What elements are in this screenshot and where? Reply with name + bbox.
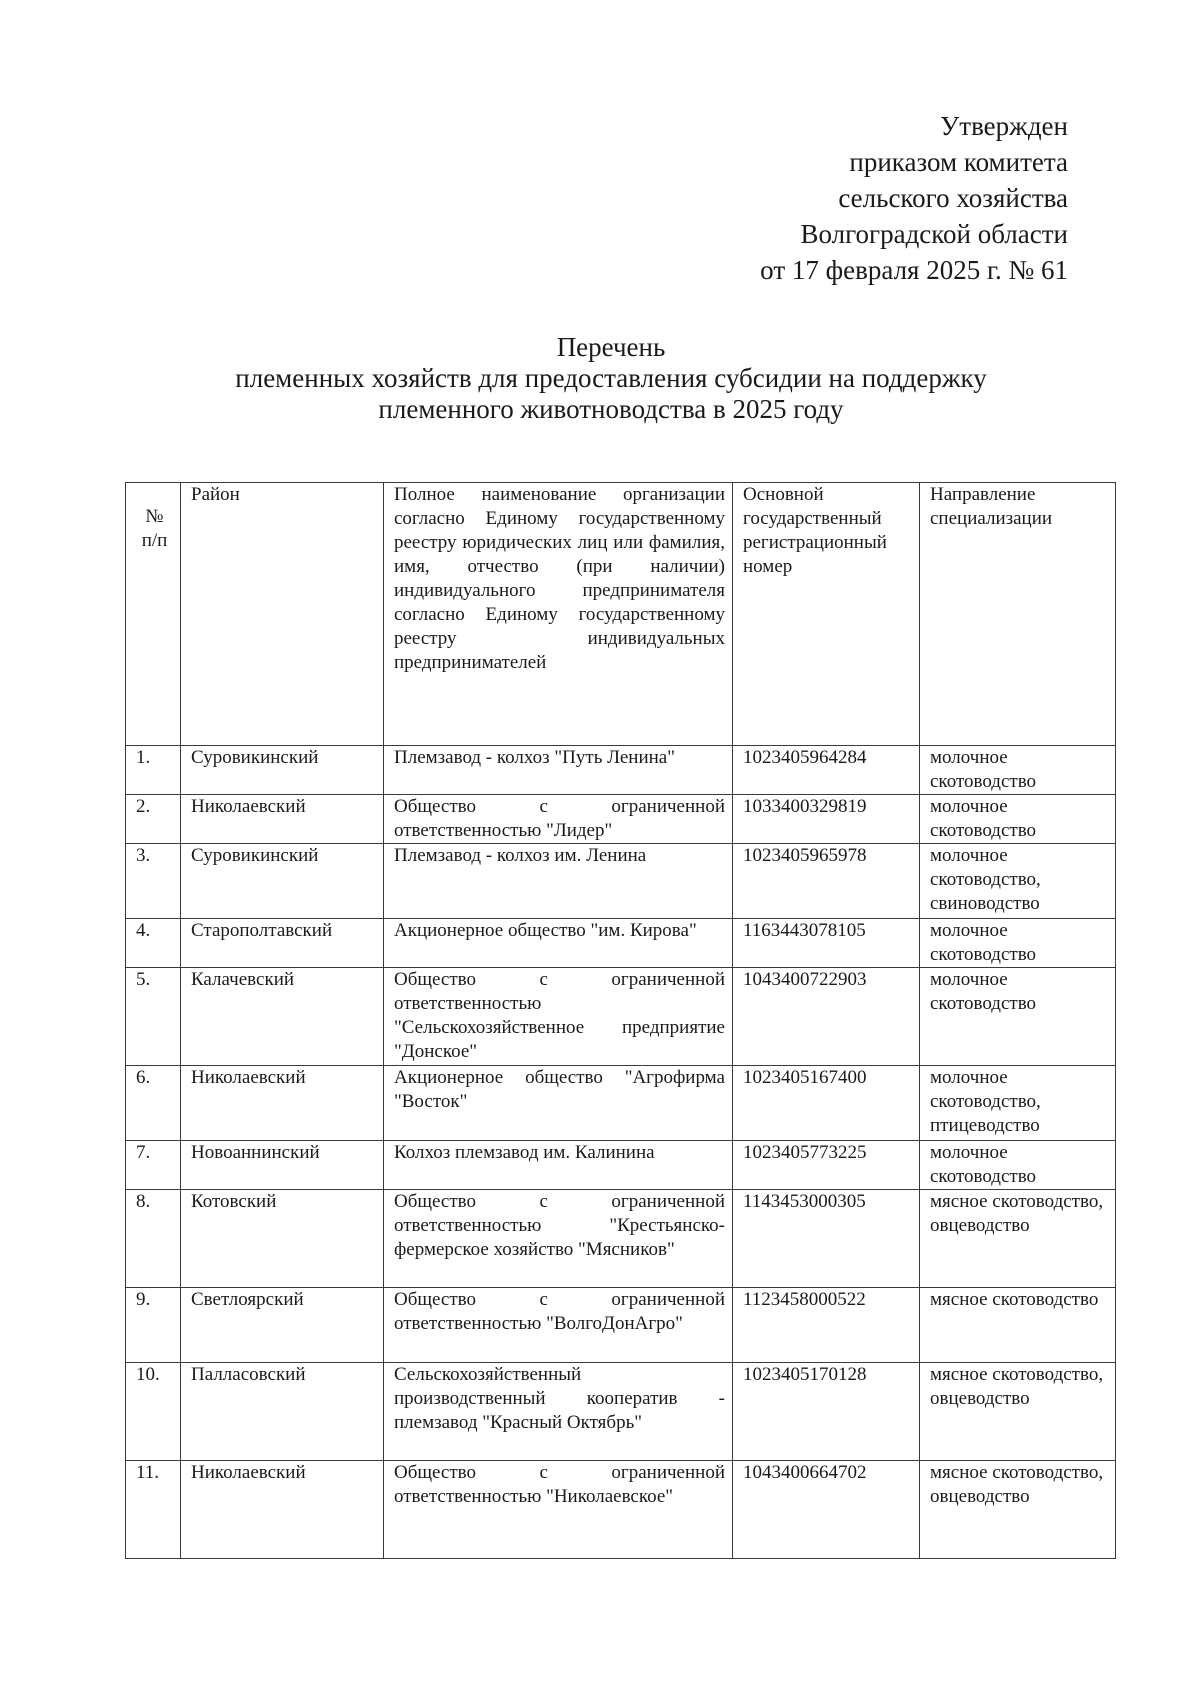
row-num: 10. [126, 1363, 181, 1461]
row-spec: молочное скотоводство [920, 919, 1116, 968]
approval-line: Утвержден [940, 111, 1068, 141]
approval-stamp [760, 108, 1068, 288]
row-name: Акционерное общество "Агрофирма "Восток" [384, 1066, 733, 1141]
title-line: Перечень [556, 332, 666, 362]
title-line: племенного животноводства в 2025 году [378, 394, 844, 424]
row-spec: молочное скотоводство [920, 968, 1116, 1066]
row-num: 4. [126, 919, 181, 968]
row-reg: 1123458000522 [733, 1288, 920, 1363]
row-name: Племзавод - колхоз "Путь Ленина" [384, 746, 733, 795]
table-row [126, 1363, 1116, 1461]
header-num: № п/п [126, 483, 181, 746]
row-spec: молочное скотоводство [920, 1141, 1116, 1190]
row-num: 3. [126, 844, 181, 919]
row-reg: 1143453000305 [733, 1190, 920, 1288]
table-row [126, 1190, 1116, 1288]
row-district: Николаевский [181, 1461, 384, 1559]
row-name: Общество с ограниченной ответственностью "ВолгоДонАгро" [384, 1288, 733, 1363]
row-reg: 1023405773225 [733, 1141, 920, 1190]
table-row [126, 844, 1116, 919]
row-name: Сельскохозяйственный производственный кооператив - племзавод "Красный Октябрь" [384, 1363, 733, 1461]
row-name: Общество с ограниченной ответственностью "Лидер" [384, 795, 733, 844]
row-spec: молочное скотоводство [920, 795, 1116, 844]
approval-line: приказом комитета [849, 147, 1068, 177]
header-district: Район [181, 483, 384, 746]
row-district: Николаевский [181, 795, 384, 844]
row-name: Акционерное общество "им. Кирова" [384, 919, 733, 968]
row-district: Калачевский [181, 968, 384, 1066]
header-spec: Направление специализации [920, 483, 1116, 746]
document-title [0, 332, 1200, 425]
row-num: 1. [126, 746, 181, 795]
table-row [126, 795, 1116, 844]
row-reg: 1043400722903 [733, 968, 920, 1066]
approval-line: сельского хозяйства [838, 183, 1068, 213]
row-reg: 1023405965978 [733, 844, 920, 919]
table-row [126, 919, 1116, 968]
row-district: Котовский [181, 1190, 384, 1288]
row-district: Светлоярский [181, 1288, 384, 1363]
row-reg: 1023405964284 [733, 746, 920, 795]
row-reg: 1023405167400 [733, 1066, 920, 1141]
header-reg: Основной государственный регистрационный номер [733, 483, 920, 746]
row-num: 9. [126, 1288, 181, 1363]
row-reg: 1023405170128 [733, 1363, 920, 1461]
row-spec: молочное скотоводство, птицеводство [920, 1066, 1116, 1141]
table-row [126, 1288, 1116, 1363]
row-name: Племзавод - колхоз им. Ленина [384, 844, 733, 919]
row-spec: молочное скотоводство [920, 746, 1116, 795]
table-header-row [126, 483, 1116, 746]
row-num: 6. [126, 1066, 181, 1141]
row-district: Суровикинский [181, 844, 384, 919]
header-name: Полное наименование организации согласно Единому государственному реестру юридических лиц или фамилия, имя, отчество (при наличии) индивидуального предпринимателя согласно Единому государственному реестру индивидуальных предпринимателей [384, 483, 733, 746]
row-reg: 1043400664702 [733, 1461, 920, 1559]
row-district: Николаевский [181, 1066, 384, 1141]
row-name: Колхоз племзавод им. Калинина [384, 1141, 733, 1190]
row-district: Палласовский [181, 1363, 384, 1461]
row-spec: мясное скотоводство, овцеводство [920, 1461, 1116, 1559]
row-spec: мясное скотоводство [920, 1288, 1116, 1363]
row-num: 5. [126, 968, 181, 1066]
approval-line: Волгоградской области [800, 219, 1068, 249]
row-district: Суровикинский [181, 746, 384, 795]
row-name: Общество с ограниченной ответственностью "Николаевское" [384, 1461, 733, 1559]
row-num: 11. [126, 1461, 181, 1559]
row-district: Старополтавский [181, 919, 384, 968]
row-num: 7. [126, 1141, 181, 1190]
registry-table [125, 482, 1116, 1559]
row-reg: 1163443078105 [733, 919, 920, 968]
approval-line: от 17 февраля 2025 г. № 61 [760, 255, 1068, 285]
title-line: племенных хозяйств для предоставления субсидии на поддержку [235, 363, 987, 393]
row-spec: молочное скотоводство, свиноводство [920, 844, 1116, 919]
row-num: 8. [126, 1190, 181, 1288]
row-name: Общество с ограниченной ответственностью "Крестьянско-фермерское хозяйство "Мясников" [384, 1190, 733, 1288]
table-row [126, 1461, 1116, 1559]
row-spec: мясное скотоводство, овцеводство [920, 1190, 1116, 1288]
row-num: 2. [126, 795, 181, 844]
table-row [126, 968, 1116, 1066]
table-row [126, 1141, 1116, 1190]
row-district: Новоаннинский [181, 1141, 384, 1190]
row-reg: 1033400329819 [733, 795, 920, 844]
row-spec: мясное скотоводство, овцеводство [920, 1363, 1116, 1461]
table-row [126, 746, 1116, 795]
table-row [126, 1066, 1116, 1141]
row-name: Общество с ограниченной ответственностью "Сельскохозяйственное предприятие "Донское" [384, 968, 733, 1066]
